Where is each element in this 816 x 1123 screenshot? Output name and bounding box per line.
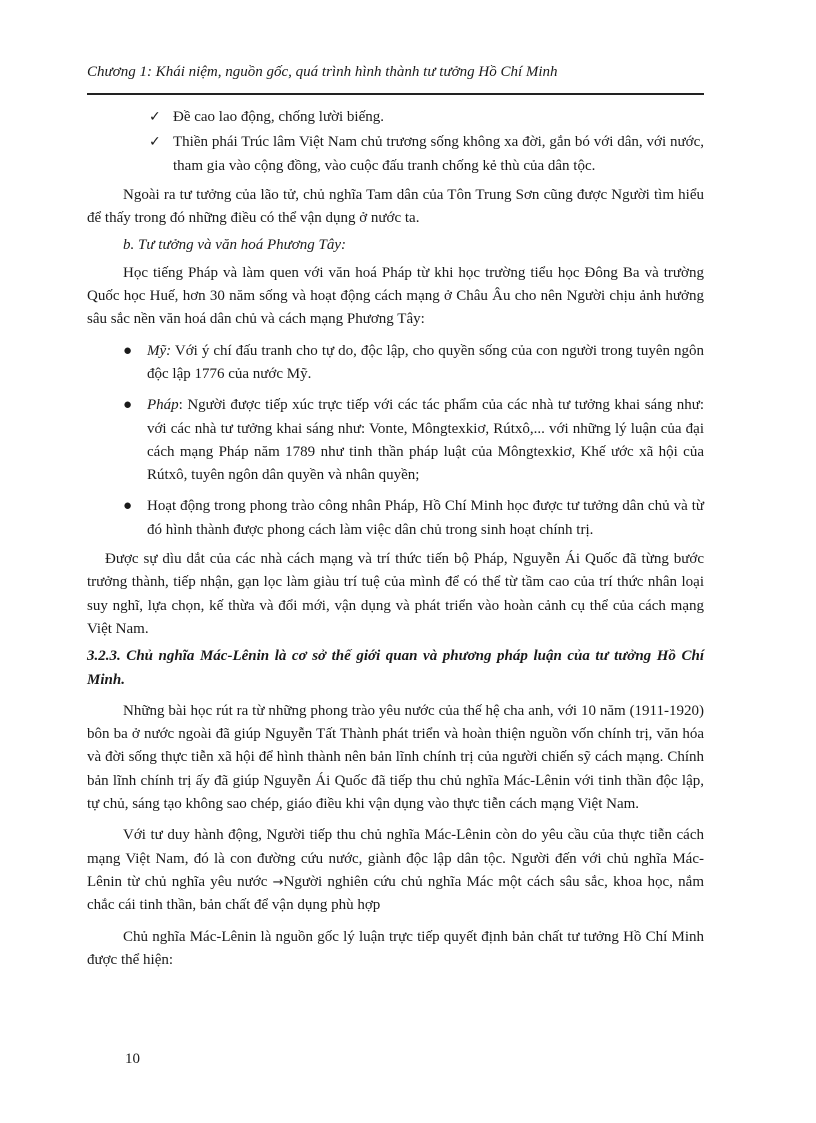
paragraph	[87, 824, 704, 917]
bullet-list	[87, 340, 704, 542]
header-divider	[87, 93, 704, 95]
page-body	[87, 104, 704, 972]
section-heading: 3.2.3. Chủ nghĩa Mác-Lênin là cơ sở thế giới quan và phương pháp luận của tư tưởng Hồ Chí Minh.	[87, 648, 704, 688]
paragraph: Học tiếng Pháp và làm quen với văn hoá Pháp từ khi học trường tiểu học Đông Ba và trường Quốc học Huế, hơn 30 năm sống và hoạt động cách mạng ở Châu Âu cho nên Người chịu ảnh hưởng sâu sắc nền văn hoá dân chủ và cách mạng Phương Tây:	[87, 264, 704, 328]
bullet-icon: ●	[123, 498, 133, 515]
paragraph: Chủ nghĩa Mác-Lênin là nguồn gốc lý luận trực tiếp quyết định bản chất tư tưởng Hồ Chí Minh được thể hiện:	[87, 928, 704, 968]
paragraph-text: Người nghiên cứu chủ nghĩa Mác một cách sâu sắc, khoa học, nắm chắc cái tinh thần, bản chất để vận dụng phù hợp	[87, 873, 704, 914]
list-item	[87, 394, 704, 487]
paragraph: Những bài học rút ra từ những phong trào yêu nước của thế hệ cha anh, với 10 năm (1911-1920) bôn ba ở nước ngoài đã giúp Nguyễn Tất Thành phát triển và hoàn thiện nguồn vốn chính trị, văn hóa và đời sống thực tiễn xã hội để hình thành nên bản lĩnh chính trị của người chiến sỹ cách mạng. Chính bản lĩnh chính trị ấy đã giúp Nguyễn Ái Quốc đã tiếp thu chủ nghĩa Mác-Lênin với tinh thần độc lập, tự chủ, sáng tạo không sao chép, giáo điều khi vận dụng vào thực tiễn cách mạng Việt Nam.	[87, 702, 704, 813]
list-item	[87, 495, 704, 542]
paragraph: Được sự dìu dắt của các nhà cách mạng và trí thức tiến bộ Pháp, Nguyễn Ái Quốc đã từng bước trưởng thành, tiếp nhận, gạn lọc làm giàu trí tuệ của mình để có thể từ tầm cao của trí thức nhân loại suy nghĩ, lựa chọn, kế thừa và đổi mới, vận dụng và phát triển vào hoàn cảnh cụ thể của cách mạng Việt Nam.	[87, 551, 704, 637]
list-item	[87, 106, 704, 129]
bullet-icon: ●	[123, 342, 133, 359]
checkmark-icon: ✓	[149, 109, 161, 125]
checkmark-icon: ✓	[149, 134, 161, 151]
list-item-text: Hoạt động trong phong trào công nhân Pháp, Hồ Chí Minh học được tư tưởng dân chủ và từ đó hình thành được phong cách làm việc dân chủ trong sinh hoạt chính trị.	[147, 498, 704, 538]
list-item-text: Thiền phái Trúc lâm Việt Nam chủ trương sống không xa đời, gắn bó với dân, với nước, tham gia vào cộng đồng, vào cuộc đấu tranh chống kẻ thù của dân tộc.	[173, 134, 704, 174]
bullet-icon: ●	[123, 397, 133, 414]
list-item-label: Pháp	[147, 397, 179, 414]
list-item-label: Mỹ:	[147, 342, 172, 359]
checkmark-list	[87, 106, 704, 178]
list-item	[87, 131, 704, 178]
running-header: Chương 1: Khái niệm, nguồn gốc, quá trình hình thành tư tưởng Hồ Chí Minh	[87, 64, 558, 80]
paragraph: Ngoài ra tư tưởng của lão tử, chủ nghĩa Tam dân của Tôn Trung Sơn cũng được Người tìm hiểu để thấy trong đó những điều có thể vận dụng ở nước ta.	[87, 186, 704, 227]
paragraph-text: Với tư duy hành động, Người tiếp thu chủ nghĩa Mác-Lênin còn do yêu cầu của thực tiễn cách mạng Việt Nam, đó là con đường cứu nước, giành độc lập dân tộc. Người đến với chủ nghĩa Mác-Lênin từ chủ nghĩa yêu nước	[87, 827, 704, 890]
page-number: 10	[125, 1051, 140, 1067]
list-item	[87, 340, 704, 387]
arrow-right-icon: →	[272, 874, 284, 890]
subheading: b. Tư tưởng và văn hoá Phương Tây:	[123, 237, 347, 254]
list-item-text: : Người được tiếp xúc trực tiếp với các tác phẩm của các nhà tư tưởng khai sáng như: với các nhà tư tưởng khai sáng như: Vonte, Môngtexkiơ, Rútxô,... với những lý luận của đại cách mạng Pháp năm 1789 như tinh thần pháp luật của Môngtexkiơ, Khế ước xã hội của Rútxô, tuyên ngôn dân quyền và nhân quyền;	[147, 397, 704, 484]
list-item-text: Với ý chí đấu tranh cho tự do, độc lập, cho quyền sống của con người trong tuyên ngôn độc lập 1776 của nước Mỹ.	[147, 342, 704, 382]
list-item-text: Đề cao lao động, chống lười biếng.	[173, 109, 385, 125]
